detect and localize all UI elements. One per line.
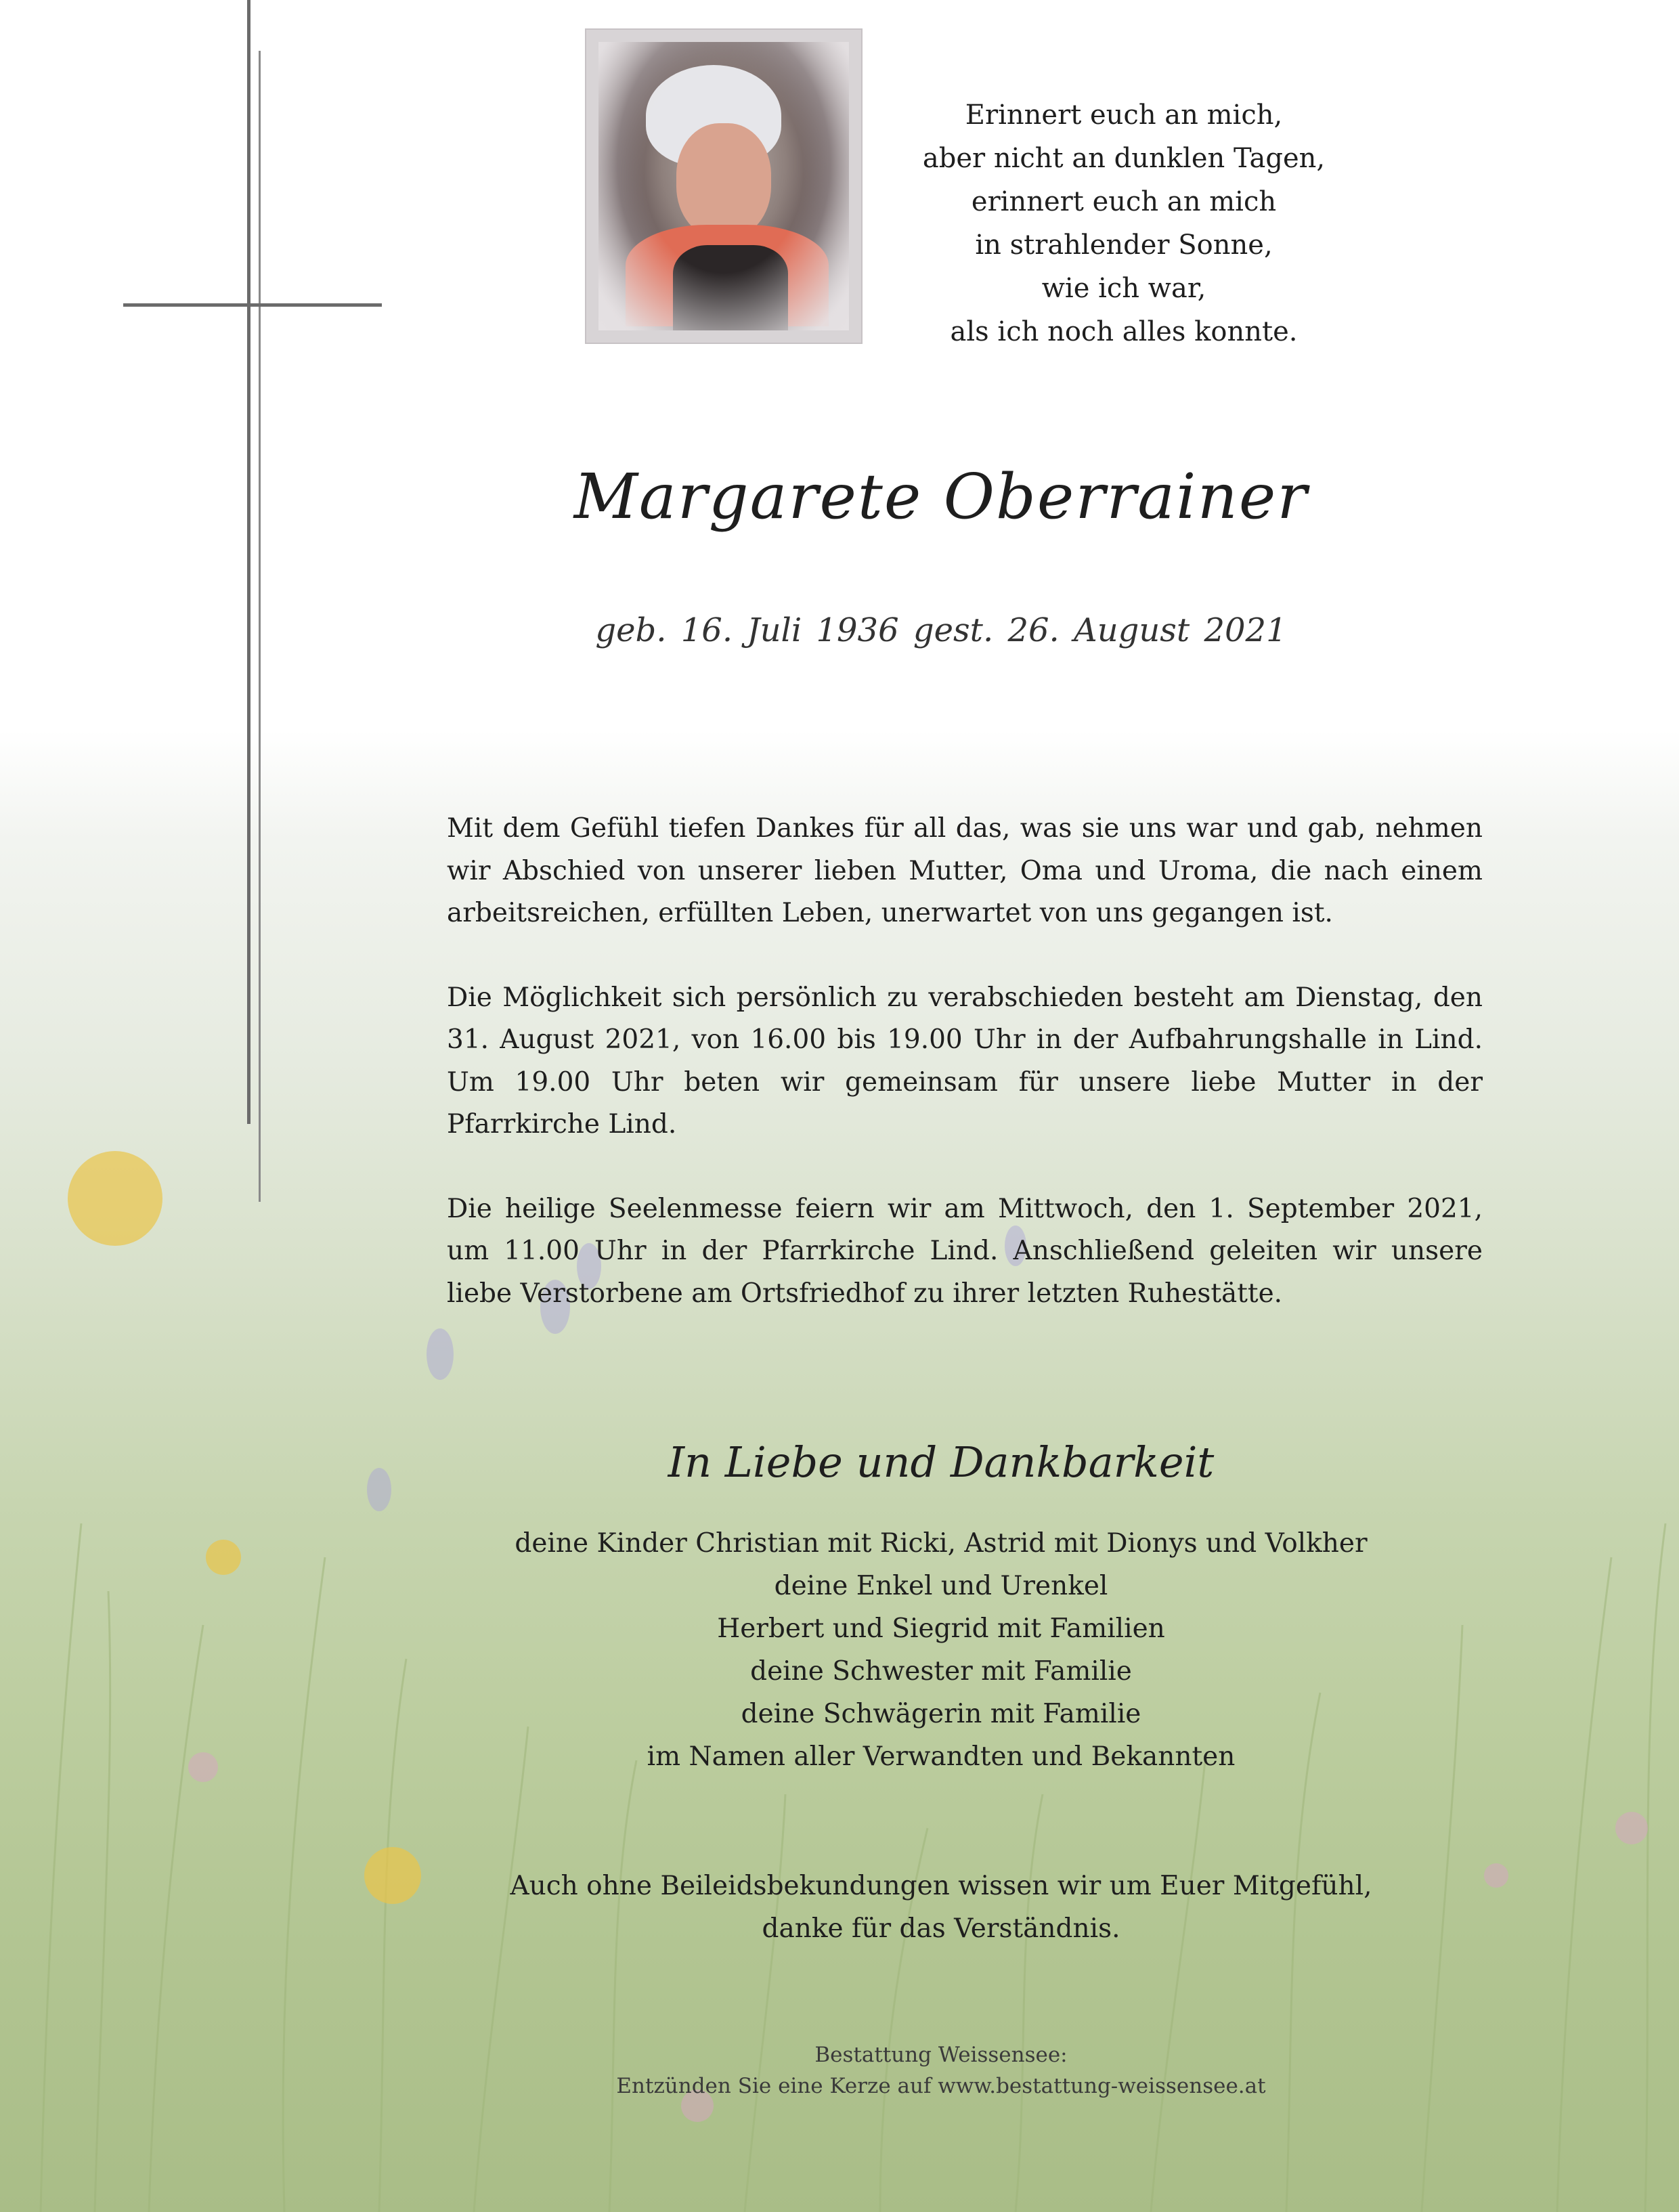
paragraph: Die heilige Seelenmesse feiern wir am Mittwoch, den 1. September 2021, um 11.00 Uhr in der Pfarrkirche Lind. Anschließend geleiten wir unsere liebe Verstorbene am Ortsfriedhof zu ihrer letzten Ruhestätte. [447, 1193, 1483, 1309]
poem [873, 93, 1374, 353]
family-line: deine Kinder Christian mit Ricki, Astrid mit Dionys und Volkher [515, 1528, 1368, 1559]
footer [420, 2039, 1462, 2102]
candle-link-text[interactable]: Entzünden Sie eine Kerze auf www.bestattung-weissensee.at [616, 2074, 1266, 2098]
family-line: Herbert und Siegrid mit Familien [717, 1613, 1165, 1644]
paragraph: Mit dem Gefühl tiefen Dankes für all das, was sie uns war und gab, nehmen wir Abschied von unserer lieben Mutter, Oma und Uroma, die nach einem arbeitsreichen, erfüllten Leben, unerwartet von uns gegangen ist. [447, 813, 1483, 928]
portrait-photo [585, 28, 863, 344]
family-list [420, 1522, 1462, 1778]
family-line: deine Schwester mit Familie [750, 1656, 1132, 1687]
life-dates: geb. 16. Juli 1936 gest. 26. August 2021 [595, 611, 1287, 649]
note-line: Auch ohne Beileidsbekundungen wissen wir um Euer Mitgefühl, [510, 1871, 1372, 1901]
family-line: im Namen aller Verwandten und Bekannten [647, 1741, 1236, 1772]
poem-line: erinnert euch an mich [971, 186, 1277, 217]
family-line: deine Schwägerin mit Familie [741, 1699, 1141, 1729]
condolence-note [420, 1865, 1462, 1950]
note-line: danke für das Verständnis. [762, 1913, 1120, 1944]
deceased-name: Margarete Oberrainer [573, 460, 1309, 533]
family-line: deine Enkel und Urenkel [774, 1571, 1108, 1601]
funeral-home-name: Bestattung Weissensee: [814, 2043, 1068, 2067]
closing-phrase: In Liebe und Dankbarkeit [668, 1437, 1215, 1487]
poem-line: Erinnert euch an mich, [965, 100, 1283, 131]
poem-line: aber nicht an dunklen Tagen, [922, 143, 1326, 174]
poem-line: als ich noch alles konnte. [950, 316, 1298, 347]
paragraph: Die Möglichkeit sich persönlich zu verabschieden besteht am Dienstag, den 31. August 2021, von 16.00 bis 19.00 Uhr in der Aufbahrungshalle in Lind. Um 19.00 Uhr beten wir gemeinsam für unsere liebe Mutter in der Pfarrkirche Lind. [447, 982, 1483, 1140]
poem-line: wie ich war, [1041, 273, 1206, 304]
announcement-text [447, 808, 1483, 1357]
poem-line: in strahlender Sonne, [975, 230, 1273, 261]
